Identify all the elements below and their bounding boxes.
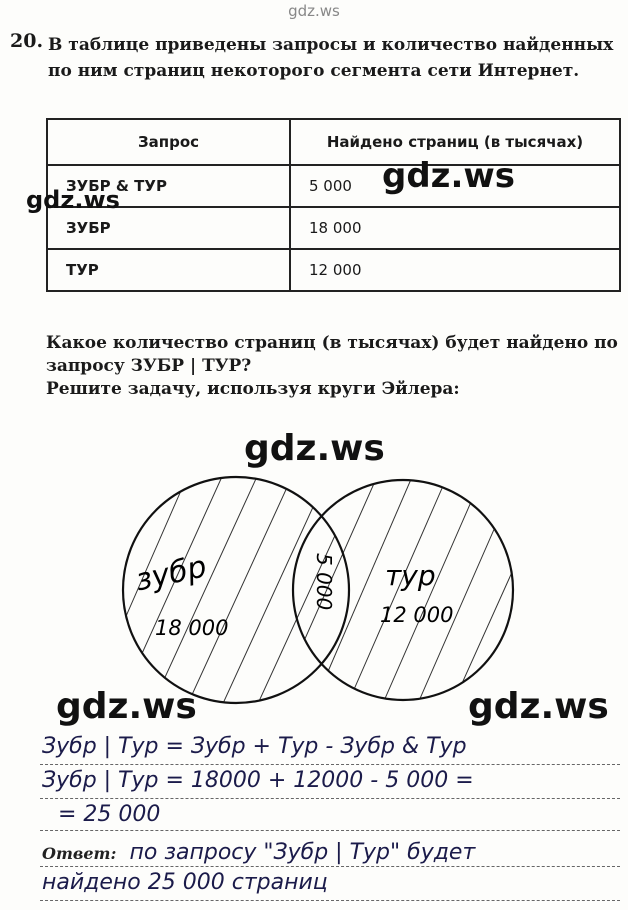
ruled-line xyxy=(40,798,620,799)
table-header-row xyxy=(47,119,620,165)
right-label: тур xyxy=(385,559,436,592)
left-value: 18 000 xyxy=(155,616,229,640)
question xyxy=(46,332,621,401)
watermark: gdz.ws xyxy=(26,186,120,214)
table-row xyxy=(47,165,620,207)
cell-query: ЗУБР & ТУР xyxy=(47,165,290,207)
solution-line-1: Зубр | Тур = Зубр + Тур - Зубр & Тур xyxy=(42,734,467,759)
euler-diagram xyxy=(0,470,628,710)
task-number: 20. xyxy=(10,30,44,52)
answer-text-2: найдено 25 000 страниц xyxy=(42,870,328,895)
question-line: Какое количество страниц (в тысячах) будет найдено по запросу ЗУБР | ТУР? xyxy=(46,333,618,376)
header-count: Найдено страниц (в тысячах) xyxy=(290,119,620,165)
solution-line-2: Зубр | Тур = 18000 + 12000 - 5 000 = xyxy=(42,768,474,793)
cell-count: 18 000 xyxy=(290,207,620,249)
right-value: 12 000 xyxy=(380,603,454,627)
intersection-value: 5 000 xyxy=(312,553,336,611)
watermark: gdz.ws xyxy=(468,686,609,727)
watermark: gdz.ws xyxy=(56,686,197,727)
cell-query: ЗУБР xyxy=(47,207,290,249)
ruled-line xyxy=(40,900,620,901)
answer-text-1: по запросу "Зубр | Тур" будет xyxy=(129,840,476,865)
queries-table xyxy=(46,118,621,292)
watermark: gdz.ws xyxy=(244,428,385,469)
cell-count: 12 000 xyxy=(290,249,620,291)
table-row xyxy=(47,249,620,291)
ruled-line xyxy=(40,830,620,831)
header-query: Запрос xyxy=(47,119,290,165)
answer-label: Ответ: xyxy=(42,844,117,863)
table-row xyxy=(47,207,620,249)
watermark: gdz.ws xyxy=(382,156,516,196)
left-label: зубр xyxy=(132,549,210,599)
cell-query: ТУР xyxy=(47,249,290,291)
cell-count: 5 000 xyxy=(290,165,620,207)
question-instruction: Решите задачу, используя круги Эйлера: xyxy=(46,379,460,399)
task-text: В таблице приведены запросы и количество найденных по ним страниц некоторого сегмента сети Интернет. xyxy=(48,35,614,81)
ruled-line xyxy=(40,866,620,867)
watermark-top: gdz.ws xyxy=(288,2,340,20)
solution-line-3: = 25 000 xyxy=(58,802,161,827)
answer xyxy=(42,840,475,865)
ruled-line xyxy=(40,764,620,765)
